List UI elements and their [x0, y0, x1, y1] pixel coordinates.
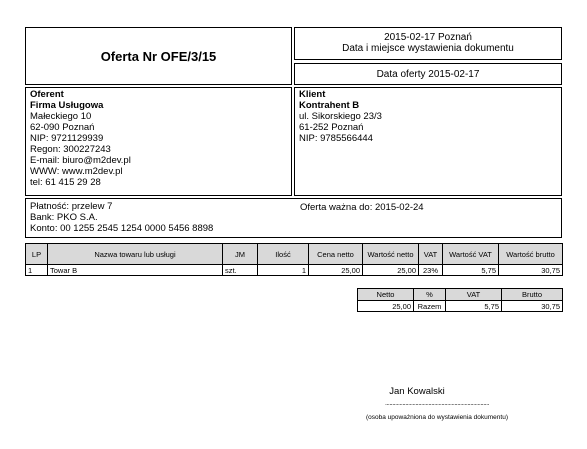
- bank-account: Konto: 00 1255 2545 1254 0000 5456 8898: [30, 223, 214, 234]
- cell-lp: 1: [26, 265, 48, 276]
- client-city: 61-252 Poznań: [299, 122, 364, 133]
- sum-col-net: Netto: [358, 289, 414, 301]
- cell-gross-value: 30,75: [499, 265, 563, 276]
- issue-date-place: 2015-02-17 Poznań: [384, 32, 472, 43]
- offeror-street: Małeckiego 10: [30, 111, 92, 122]
- items-table: [25, 243, 563, 276]
- issue-date-box: [294, 27, 562, 60]
- offeror-city: 62-090 Poznań: [30, 122, 95, 133]
- client-heading: Klient: [299, 89, 326, 100]
- sum-col-vat: VAT: [446, 289, 502, 301]
- col-lp: LP: [26, 244, 48, 265]
- offer-date-box: [294, 63, 562, 85]
- cell-vat-value: 5,75: [443, 265, 499, 276]
- sum-total-label: Razem: [414, 301, 446, 312]
- sum-col-gross: Brutto: [502, 289, 563, 301]
- issue-caption: Data i miejsce wystawienia dokumentu: [342, 43, 514, 54]
- cell-vat: 23%: [419, 265, 443, 276]
- signature-name: Jan Kowalski: [389, 386, 445, 397]
- offeror-phone: tel: 61 415 29 28: [30, 177, 101, 188]
- cell-net-value: 25,00: [363, 265, 419, 276]
- offer-title: Oferta Nr OFE/3/15: [100, 49, 217, 64]
- table-row: [26, 265, 563, 276]
- signature-caption: (osoba upoważniona do wystawienia dokumentu): [365, 414, 508, 421]
- col-net-price: Cena netto: [309, 244, 363, 265]
- col-vat-value: Wartość VAT: [443, 244, 499, 265]
- payment-method: Płatność: przelew 7: [30, 201, 113, 212]
- cell-name: Towar B: [48, 265, 223, 276]
- col-net-value: Wartość netto: [363, 244, 419, 265]
- client-street: ul. Sikorskiego 23/3: [299, 111, 382, 122]
- client-name: Kontrahent B: [299, 100, 360, 111]
- sum-vat: 5,75: [446, 301, 502, 312]
- col-gross-value: Wartość brutto: [499, 244, 563, 265]
- offer-date: Data oferty 2015-02-17: [376, 69, 480, 80]
- col-name: Nazwa towaru lub usługi: [48, 244, 223, 265]
- cell-qty: 1: [258, 265, 309, 276]
- client-box: [294, 87, 562, 196]
- sum-col-percent: %: [414, 289, 446, 301]
- offeror-email: E-mail: biuro@m2dev.pl: [30, 155, 131, 166]
- summary-row: [358, 301, 563, 312]
- sum-net: 25,00: [358, 301, 414, 312]
- offeror-company: Firma Usługowa: [30, 100, 104, 111]
- offeror-nip: NIP: 9721129939: [30, 133, 104, 144]
- summary-header-row: [358, 289, 563, 301]
- cell-unit: szt.: [223, 265, 258, 276]
- payment-box: [25, 198, 562, 238]
- col-qty: Ilość: [258, 244, 309, 265]
- offeror-regon: Regon: 300227243: [30, 144, 111, 155]
- offer-valid-until: Oferta ważna do: 2015-02-24: [300, 202, 424, 213]
- offeror-www: WWW: www.m2dev.pl: [30, 166, 123, 177]
- cell-net-price: 25,00: [309, 265, 363, 276]
- bank-name: Bank: PKO S.A.: [30, 212, 98, 223]
- title-box: [25, 27, 292, 85]
- col-unit: JM: [223, 244, 258, 265]
- offeror-box: [25, 87, 292, 196]
- sum-gross: 30,75: [502, 301, 563, 312]
- col-vat: VAT: [419, 244, 443, 265]
- summary-table: [357, 288, 563, 312]
- offeror-heading: Oferent: [30, 89, 64, 100]
- items-header-row: [26, 244, 563, 265]
- client-nip: NIP: 9785566444: [299, 133, 373, 144]
- signature-line: ........................................................................: [384, 400, 490, 407]
